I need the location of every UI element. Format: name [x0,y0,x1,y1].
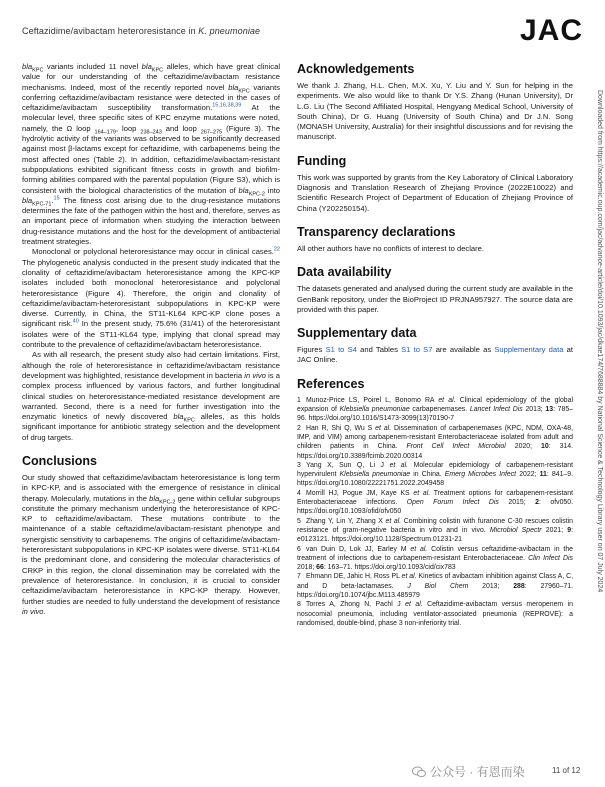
running-title: Ceftazidime/avibactam heteroresistance in K. pneumoniae [22,26,261,36]
doi-link[interactable]: https://doi.org/10.1093/cid/cix783 [354,564,456,572]
reference-item: 7 Ehmann DE, Jahic H, Ross PL et al. Kinetics of avibactam inhibition against Class A, C, and D beta-lactamases. J Biol Chem 2013; 288: 27960–71. https://doi.org/10.1074/jbc.M113.485979 [297,573,574,599]
conclusions-heading: Conclusions [22,453,98,468]
wechat-icon [412,766,426,778]
data-availability-text: The datasets generated and analysed during the current study are available in the GenBank repository, under the BioProject ID PRJNA957927. The source data are provided with this paper. [297,284,573,314]
funding-heading: Funding [297,153,347,168]
left-column [22,62,280,617]
body-paragraph: bla$_{KPC}$ variants included 11 novel bla$_{KPC}$ alleles, which have great clinical value for our understanding of the ceftazidime/avibactam resistance mechanisms. Indeed, most of the recently reported novel bla$_{KPC}$ variants conferring ceftazidime/avibactam resistance were detected in the cases of ceftazidime/avibactam susceptibility transformation.$^{15,16,38,39}$ At the molecular level, three specific sites of KPC enzyme mutations were noted, namely, the Ω loop $_{164-179}$, loop $_{238-243}$ and loop $_{267-275}$ (Figure 3). The hydrolytic activity of the variants was observed to be significantly decreased against most β-lactams except for ceftazidime, with carbapenems being the most affected ones (Table 2). In addition, ceftazidime/avibactam-resistant subpopulations exhibited significant fitness costs in growth and biofilm-forming abilities compared with the parental population (Figure S3), which is consistent with the biological characteristics of the mutation of bla$_{KPC-2}$ into bla$_{KPC-71}$.$^{15}$ The fitness cost arising due to the drug-resistance mutations determines the fate of the pathogen within the host and, therefore, serves as an important piece of information when studying the interaction between drug-resistance mutations and the host for the development of antibacterial treatment strategies. [22,62,281,247]
journal-logo: JAC [519,14,583,47]
reference-item: 8 Torres A, Zhong N, Pachl J et al. Ceftazidime-avibactam versus meropenem in nosocomial pneumonia, including ventilator-associated pneumonia (REPROVE): a randomised, double-blind, phase 3 non-inferiority trial. [297,601,573,627]
references-heading: References [297,376,365,391]
citation-link[interactable]: 15,16,38,39 [212,102,242,109]
supplementary-text: Figures S1 to S4 and Tables S1 to S7 are available as Supplementary data at JAC Online. [297,345,574,365]
citation-link[interactable]: 22 [273,246,280,253]
download-side-note: Downloaded from https://academic.oup.com/jac/advance-article/doi/10.1093/jac/dkae174/7688884 by National Science & Technology Library user on 07 July 2024 [596,90,603,593]
reference-item: 6 van Duin D, Lok JJ, Earley M et al. Colistin versus ceftazidime-avibactam in the treatment of infections due to carbapenem-resistant Enterobacteriaceae. Clin Infect Dis 2018; 66: 163–71. https://doi.org/10.1093/cid/cix783 [297,545,573,572]
transparency-heading: Transparency declarations [297,224,456,239]
supp-tables-link[interactable]: S1 to S7 [401,345,433,355]
reference-item: 4 Morrill HJ, Pogue JM, Kaye KS et al. Treatment options for carbapenem-resistant Enterobacteriaceae infections. Open Forum Infect Dis 2015; 2: ofv050. https://doi.org/10.1093/ofid/ofv050 [297,489,573,516]
reference-list [297,396,573,628]
doi-link[interactable]: https://doi.org/10.1093/ofid/ofv050 [297,508,402,516]
citation-link[interactable]: 40 [72,318,79,325]
reference-item: 5 Zhang Y, Lin Y, Zhang X et al. Combining colistin with furanone C-30 rescues colistin resistance of gram-negative bacteria in vitro and in vivo. Microbiol Spectr 2021; 9: e0123121. https://doi.org/10.1128/Spectrum.01231-21 [297,517,573,544]
supplementary-heading: Supplementary data [297,326,417,341]
reference-item: 3 Yang X, Sun Q, Li J et al. Molecular epidemiology of carbapenem-resistant hypervirulent Klebsiella pneumoniae in China. Emerg Microbes Infect 2022; 11: 841–9. https://doi.org/10.1080/22221751.2022.2049458 [297,461,573,488]
citation-link[interactable]: 15 [53,195,60,202]
funding-text: This work was supported by grants from the Key Laboratory of Clinical Laboratory Diagnosis and Translation Research of Zhejiang Province (2022E10022) and Scientific Research Project of Department of Education of Zhejiang Province of China (Y202250154). [297,172,573,213]
wechat-watermark: 公众号 · 有恩而染 [412,763,525,780]
acknowledgements-text: We thank J. Zhang, H.L. Chen, M.X. Xu, Y. Liu and Y. Sun for helping in the experiments. We also would like to thank Dr Y.S. Zhang (Hunan University), Dr L.G. Liu (The Second Affiliated Hospital, Hengyang Medical School, University of South China), Dr G. Huang (University of South China) and Dr J.N. Song (MONASH University, Australia) for their insightful discussions and for revising the manuscript. [297,81,573,142]
body-paragraph: As with all research, the present study also had certain limitations. First, although the role of heteroresistance in ceftazidime/avibactam resistance development was highlighted, resistance development in bacteria in vivo is a complex process influenced by various factors, and further longitudinal clinical studies on heteroresistance-mediated resistance development are warranted. Second, there is a need for further investigation into the enzymatic kinetics of newly discovered bla$_{KPC}$ alleles, as this holds significant importance for antibiotic strategy selection and the development of drug targets. [22,350,280,442]
supp-data-link[interactable]: Supplementary data [494,345,564,355]
acknowledgements-heading: Acknowledgements [297,62,415,76]
transparency-text: All other authors have no conflicts of interest to declare. [297,243,484,253]
doi-link[interactable]: https://doi.org/10.1128/Spectrum.01231-21 [331,536,462,544]
body-paragraph: Monoclonal or polyclonal heteroresistance may occur in clinical cases.$^{22}$ The phylogenetic analysis conducted in the present study indicated that the clonality of ceftazidime/avibactam heteroresistance among the KPC-KP isolates included both monoclonal heteroresistance and polyclonal heteroresistance (Figure 4). Therefore, the origin and clonality of ceftazidime/avibactam-heteroresistant subpopulations in KPC-KP were diverse. Currently, in China, the ST11-KL64 KPC-KP clone poses a significant risk.$^{40}$ In the present study, 75.6% (31/41) of the heteroresistant isolates were of the ST11-KL64 type, implying that clonal spread may contribute to the prevalence of ceftazidime/avibactam heteroresistance. [22,246,280,350]
doi-link[interactable]: https://doi.org/10.3389/fcimb.2020.00314 [297,452,423,460]
right-column [297,62,573,628]
reference-item: 2 Han R, Shi Q, Wu S et al. Dissemination of carbapenemases (KPC, NDM, OXA-48, IMP, and VIM) among carbapenem-resistant Enterobacteriaceae isolated from adult and children patients in China. Front Cell Infect Microbiol 2020; 10: 314. https://doi.org/10.3389/fcimb.2020.00314 [297,424,573,460]
doi-link[interactable]: https://doi.org/10.1080/22221751.2022.2049458 [297,480,445,488]
doi-link[interactable]: https://doi.org/10.1016/S1473-3099(13)70190-7 [308,415,455,423]
data-availability-heading: Data availability [297,265,392,280]
conclusions-paragraph: Our study showed that ceftazidime/avibactam heteroresistance is long term in KPC-KP, and is associated with the emergence of resistance in clinical therapy. Molecularly, mutations in the bla$_{KPC-2}$ gene within cellular subgroups constitute the primary mechanism underlying the heteroresistance of KPC-KP to ceftazidime/avibactam. These mutations contribute to the maintenance of a stable ceftazidime/avibactam-resistant phenotype and synergistic sensitivity to carbapenems. The origins of ceftazidime/avibactam-heteroresistant subpopulations in KPC-KP isolates were diverse. ST11-KL64 is the predominant clone, and considering the molecular characteristics of CRKP in this region, the clonal dissemination may be correlated with the prevalence of heteroresistance. In conclusion, it is crucial to consider ceftazidime/avibactam heteroresistance in KPC-KP therapy. However, further studies are needed to fully understand the development of resistance in vivo. [22,472,280,616]
doi-link[interactable]: https://doi.org/10.1074/jbc.M113.485979 [297,591,420,599]
page-number: 11 of 12 [552,766,581,775]
reference-item: 1 Munoz-Price LS, Poirel L, Bonomo RA et al. Clinical epidemiology of the global expansion of Klebsiella pneumoniae carbapenemases. Lancet Infect Dis 2013; 13: 785–96. https://doi.org/10.1016/S1473-3099(13)70190-7 [297,396,574,423]
page-header [22,14,585,48]
supp-figures-link[interactable]: S1 to S4 [325,345,357,355]
